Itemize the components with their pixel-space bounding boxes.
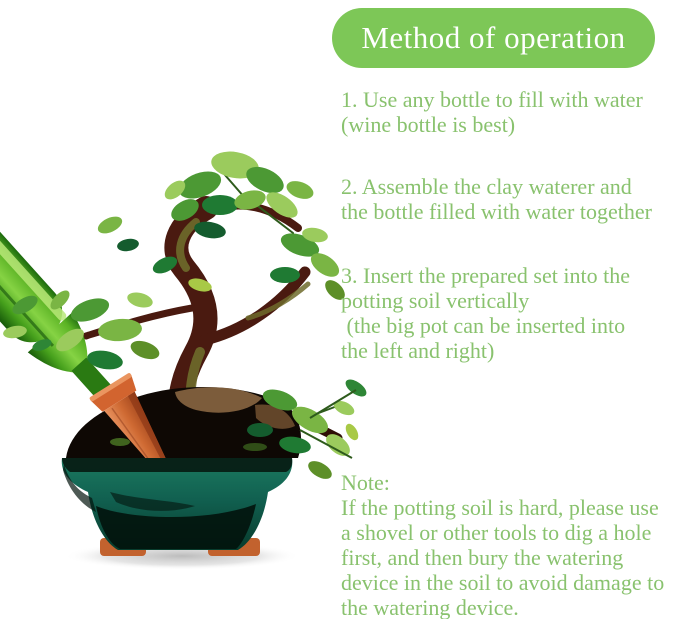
note-line-3: first, and then bury the watering (341, 545, 624, 570)
step-3-line-3: (the big pot can be inserted into (341, 313, 626, 338)
bonsai-pot (62, 458, 293, 556)
note-block (341, 470, 677, 619)
step-1 (341, 87, 677, 137)
step-3 (341, 263, 677, 363)
title-banner (332, 8, 655, 68)
page-title: Method of operation (361, 20, 626, 55)
step-3-line-4: the left and right) (341, 338, 495, 363)
note-line-1: If the potting soil is hard, please use (341, 495, 659, 520)
step-1-line-2: (wine bottle is best) (341, 112, 516, 137)
step-1-line-1: 1. Use any bottle to fill with water (341, 87, 643, 112)
step-2-line-1: 2. Assemble the clay waterer and (341, 174, 632, 199)
step-2-line-2: the bottle filled with water together (341, 199, 652, 224)
note-line-4: device in the soil to avoid damage to (341, 570, 665, 595)
step-3-line-1: 3. Insert the prepared set into the (341, 263, 630, 288)
step-2 (341, 174, 677, 224)
wine-bottle (0, 120, 129, 415)
note-line-2: a shovel or other tools to dig a hole (341, 520, 652, 545)
note-line-5: the watering device. (341, 595, 519, 619)
note-title: Note: (341, 470, 390, 495)
step-3-line-2: potting soil vertically (341, 288, 530, 313)
